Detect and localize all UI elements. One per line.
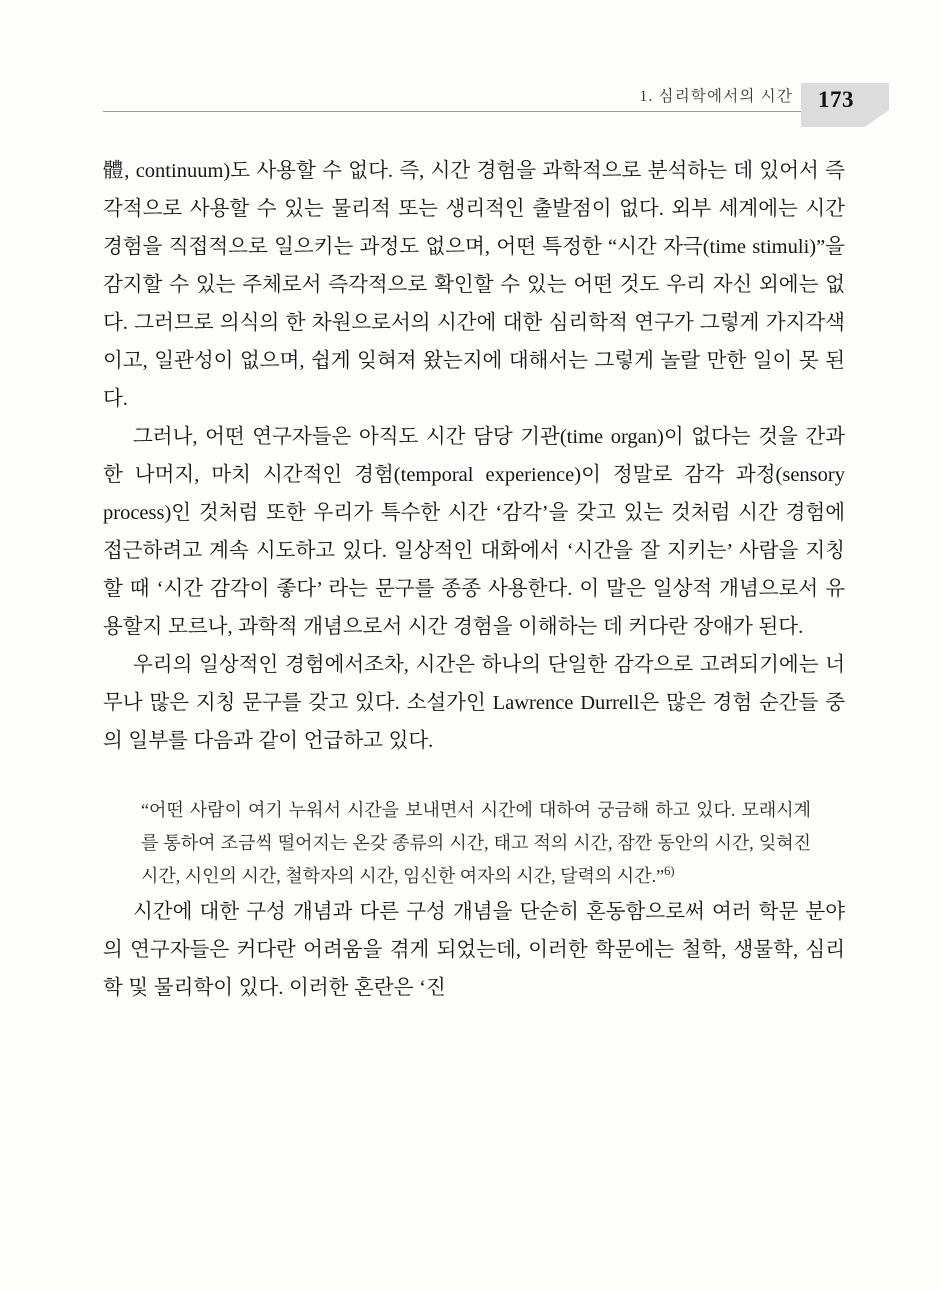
block-quote-text: “어떤 사람이 여기 누워서 시간을 보내면서 시간에 대하여 궁금해 하고 있다. 모래시계를 통하여 조금씩 떨어지는 온갖 종류의 시간, 태고 적의 시간, 잠깐 동안의 시간, 잊혀진 시간, 시인의 시간, 철학자의 시간, 임신한 여자의 시간, 달력의 시간.”	[141, 800, 811, 886]
body-text-column	[103, 152, 845, 1007]
page-number: 173	[818, 87, 854, 112]
paragraph-3: 우리의 일상적인 경험에서조차, 시간은 하나의 단일한 감각으로 고려되기에는 너무나 많은 지칭 문구를 갖고 있다. 소설가인 Lawrence Durrell은 많은 경험 순간들 중의 일부를 다음과 같이 언급하고 있다.	[103, 654, 845, 752]
block-quote	[103, 794, 845, 893]
page-header	[0, 78, 941, 124]
paragraph-4: 시간에 대한 구성 개념과 다른 구성 개념을 단순히 혼동함으로써 여러 학문 분야의 연구자들은 커다란 어려움을 겪게 되었는데, 이러한 학문에는 철학, 생물학, 심리학 및 물리학이 있다. 이러한 혼란은 ‘진	[103, 901, 845, 999]
paragraph-2: 그러나, 어떤 연구자들은 아직도 시간 담당 기관(time organ)이 없다는 것을 간과한 나머지, 마치 시간적인 경험(temporal experience)이 정말로 감각 과정(sensory process)인 것처럼 또한 우리가 특수한 시간 ‘감각’을 갖고 있는 것처럼 시간 경험에 접근하려고 계속 시도하고 있다. 일상적인 대화에서 ‘시간을 잘 지키는’ 사람을 지칭할 때 ‘시간 감각이 좋다’ 라는 문구를 종종 사용한다. 이 말은 일상적 개념으로서 유용할지 모르나, 과학적 개념으로서 시간 경험을 이해하는 데 커다란 장애가 된다.	[103, 426, 845, 638]
page-number-block	[801, 83, 889, 127]
running-header-title: 1. 심리학에서의 시간	[639, 88, 793, 105]
footnote-marker: 6)	[664, 864, 675, 878]
paragraph-1: 體, continuum)도 사용할 수 없다. 즉, 시간 경험을 과학적으로 분석하는 데 있어서 즉각적으로 사용할 수 있는 물리적 또는 생리적인 출발점이 없다. 외부 세계에는 시간 경험을 직접적으로 일으키는 과정도 없으며, 어떤 특정한 “시간 자극(time stimuli)”을 감지할 수 있는 주체로서 즉각적으로 확인할 수 있는 어떤 것도 우리 자신 외에는 없다. 그러므로 의식의 한 차원으로서의 시간에 대한 심리학적 연구가 그렇게 가지각색이고, 일관성이 없으며, 쉽게 잊혀져 왔는지에 대해서는 그렇게 놀랄 만한 일이 못 된다.	[103, 160, 845, 410]
header-rule	[103, 111, 845, 112]
